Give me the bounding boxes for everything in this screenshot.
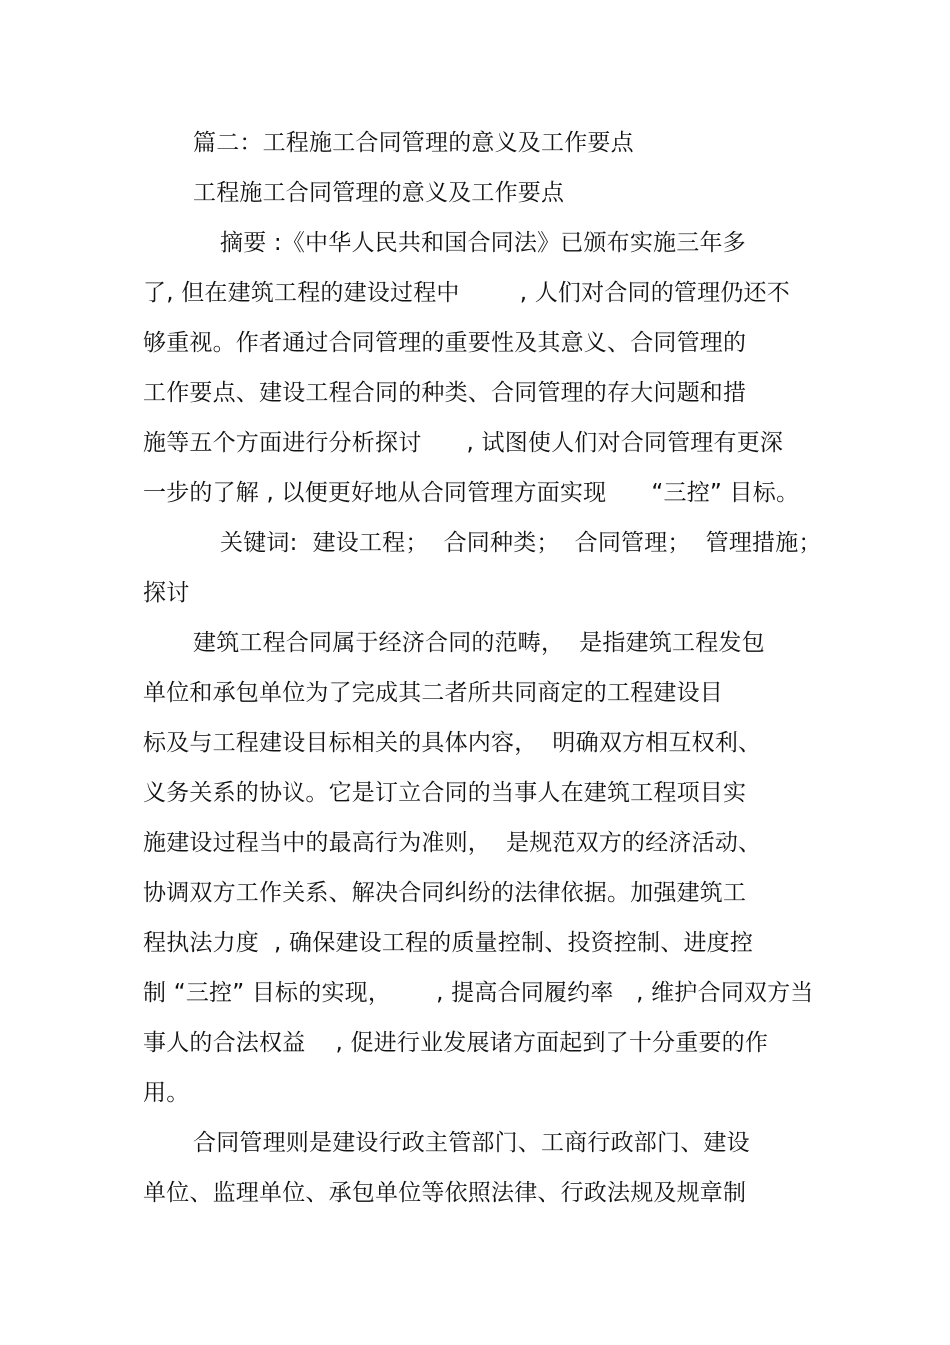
paragraph-line: 建筑工程合同属于经济合同的范畴， 是指建筑工程发包 bbox=[193, 630, 765, 656]
keywords-line: 关键词: 建设工程； 合同种类； 合同管理； 管理措施； bbox=[220, 530, 822, 556]
abstract-line: 够重视。作者通过合同管理的重要性及其意义、合同管理的 bbox=[143, 330, 747, 356]
article-title: 工程施工合同管理的意义及工作要点 bbox=[193, 180, 565, 206]
paragraph-line: 协调双方工作关系、解决合同纠纷的法律依据。加强建筑工 bbox=[143, 880, 747, 906]
section-title: 篇二：工程施工合同管理的意义及工作要点 bbox=[193, 130, 634, 156]
abstract-line: 一步的了解 , 以便更好地从合同管理方面实现 “三控” 目标。 bbox=[143, 480, 800, 506]
paragraph-line: 程执法力度 , 确保建设工程的质量控制、投资控制、进度控 bbox=[143, 930, 754, 956]
paragraph-line: 制 “三控” 目标的实现， , 提高合同履约率 , 维护合同双方当 bbox=[143, 980, 814, 1006]
keywords-line: 探讨 bbox=[143, 580, 190, 606]
abstract-line: 工作要点、建设工程合同的种类、合同管理的存大问题和措 bbox=[143, 380, 747, 406]
paragraph-line: 标及与工程建设目标相关的具体内容， 明确双方相互权利、 bbox=[143, 730, 762, 756]
paragraph-line: 事人的合法权益 , 促进行业发展诸方面起到了十分重要的作 bbox=[143, 1030, 769, 1056]
paragraph-line: 义务关系的协议。它是订立合同的当事人在建筑工程项目实 bbox=[143, 780, 747, 806]
paragraph-line: 单位、监理单位、承包单位等依照法律、行政法规及规章制 bbox=[143, 1180, 747, 1206]
paragraph-line: 施建设过程当中的最高行为准则， 是规范双方的经济活动、 bbox=[143, 830, 762, 856]
abstract-line: 摘要 :《中华人民共和国合同法》已颁布实施三年多 bbox=[220, 230, 746, 256]
paragraph-line: 单位和承包单位为了完成其二者所共同商定的工程建设目 bbox=[143, 680, 723, 706]
abstract-line: 了, 但在建筑工程的建设过程中 , 人们对合同的管理仍还不 bbox=[143, 280, 790, 306]
paragraph-line: 用。 bbox=[143, 1080, 190, 1106]
abstract-line: 施等五个方面进行分析探讨 , 试图使人们对合同管理有更深 bbox=[143, 430, 784, 456]
paragraph-line: 合同管理则是建设行政主管部门、工商行政部门、建设 bbox=[193, 1130, 750, 1156]
